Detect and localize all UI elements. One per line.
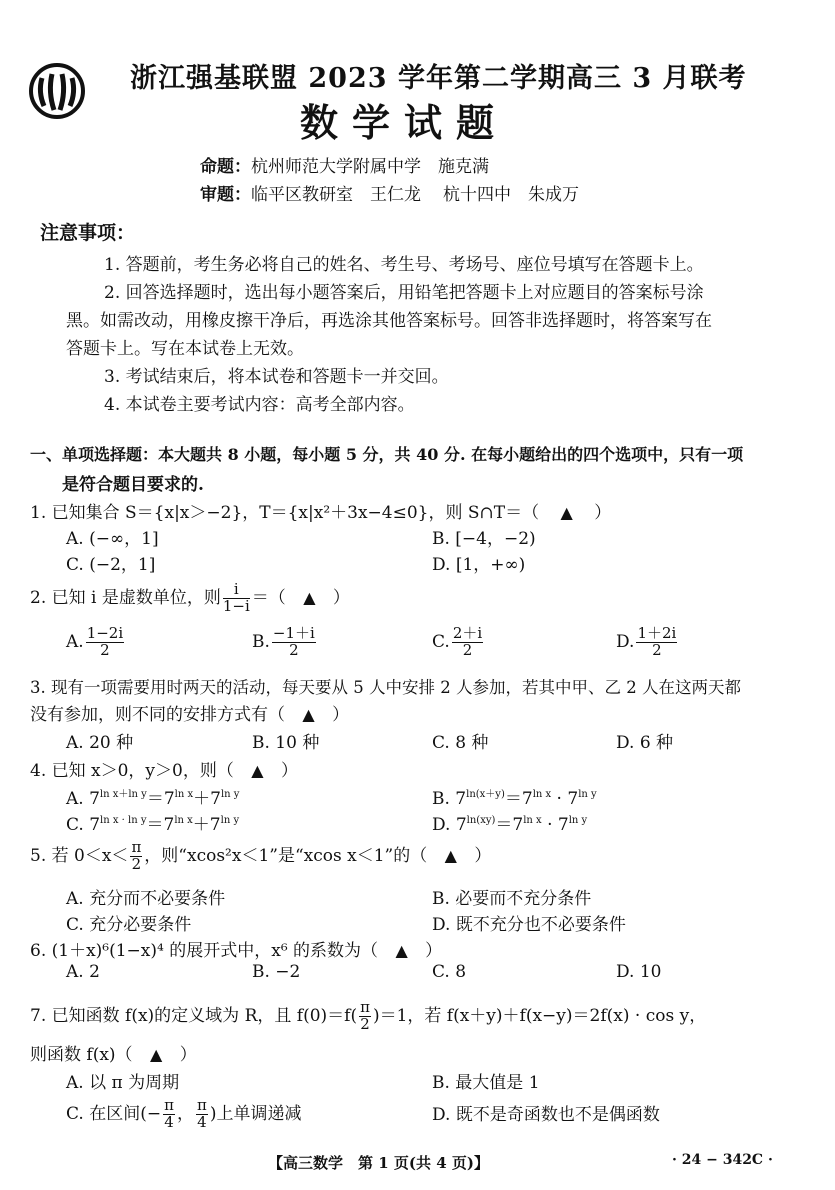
notice-line-1: 1. 答题前，考生务必将自己的姓名、考生号、考场号、座位号填写在答题卡上。 <box>104 255 704 275</box>
q2-a-num: 1−2i <box>86 624 124 642</box>
q5-close: ） <box>474 845 492 866</box>
q4-b-exp1: ln(x＋y) <box>466 789 505 800</box>
q6-option-c: C. 8 <box>432 962 467 982</box>
q4-a-exp2: ln x <box>174 789 194 800</box>
q7-frac-den: 2 <box>360 1014 370 1033</box>
q2-b-den: 2 <box>289 640 299 659</box>
section-heading-line2: 是符合题目要求的. <box>62 475 204 495</box>
notice-line-6: 4. 本试卷主要考试内容：高考全部内容。 <box>104 395 415 415</box>
q3-option-a: A. 20 种 <box>66 733 134 753</box>
reviewer-2: 杭十四中 朱成万 <box>443 185 579 205</box>
league-logo <box>28 62 86 120</box>
q4-d-base: D. 7 <box>432 815 467 835</box>
q2-option-a <box>66 626 126 659</box>
q2-close: ） <box>332 587 350 608</box>
q7-option-a: A. 以 π 为周期 <box>66 1073 180 1093</box>
question-3-line2 <box>30 700 349 725</box>
q4-d-mid: ＝7 <box>495 815 524 835</box>
answer-triangle-icon: ▲ <box>302 705 315 724</box>
answer-triangle-icon: ▲ <box>444 845 457 865</box>
q4-close: ） <box>280 761 298 781</box>
q2-c-den: 2 <box>462 640 473 659</box>
notice-line-5: 3. 考试结束后，将本试卷和答题卡一并交回。 <box>104 367 449 387</box>
notice-line-4: 答题卡上。写在本试卷上无效。 <box>66 339 304 359</box>
q4-a-base: A. 7 <box>66 789 100 809</box>
q4-a-exp1: ln x＋ln y <box>99 789 147 800</box>
q4-d-mid2: · 7 <box>541 815 569 835</box>
q2-frac-den: 1−i <box>222 596 250 615</box>
q6-option-a: A. 2 <box>66 962 100 982</box>
q5-option-c: C. 充分必要条件 <box>66 915 192 935</box>
q2-b-num: −1＋i <box>272 624 315 642</box>
q7-text-a: 7. 已知函数 f(x)的定义域为 R，且 f(0)＝f( <box>30 1005 358 1026</box>
q4-option-d <box>432 810 587 835</box>
q5-option-d: D. 既不充分也不必要条件 <box>432 915 626 935</box>
q4-b-base: B. 7 <box>432 789 467 809</box>
question-2-stem <box>30 582 350 615</box>
q5-frac-num: π <box>131 838 142 856</box>
q7-close: ） <box>179 1045 197 1065</box>
page-footer: 【高三数学 第 1 页(共 4 页)】 <box>268 1154 489 1172</box>
q7-frac-num: π <box>360 998 370 1016</box>
q2-frac-num: i <box>223 582 250 599</box>
q4-text: 4. 已知 x＞0，y＞0，则（ <box>30 761 234 781</box>
q7-c-den2: 4 <box>197 1112 207 1131</box>
q3-option-d: D. 6 种 <box>616 733 674 753</box>
q2-tail: ＝（ <box>251 587 286 608</box>
q2-option-d <box>616 626 679 659</box>
q4-option-b <box>432 784 597 809</box>
q4-b-mid: ＝7 <box>504 789 533 809</box>
q7-option-b: B. 最大值是 1 <box>432 1073 540 1093</box>
q2-option-c <box>432 626 485 659</box>
paper-code: · 24 − 342C · <box>672 1152 773 1168</box>
q1-text: 1. 已知集合 S＝{x|x＞−2}，T＝{x|x²＋3x−4≤0}，则 S∩T＝（ <box>30 503 540 523</box>
q6-option-b: B. −2 <box>252 962 301 982</box>
q4-option-c <box>66 810 239 835</box>
q2-d-num: 1＋2i <box>637 624 677 642</box>
q2-text: 2. 已知 i 是虚数单位，则 <box>30 587 221 608</box>
q4-option-a <box>66 784 239 809</box>
q2-d-den: 2 <box>652 640 662 659</box>
q1-option-a: A. (−∞，1] <box>66 529 159 549</box>
q7-option-d: D. 既不是奇函数也不是偶函数 <box>432 1105 660 1125</box>
q1-option-c: C. (−2，1] <box>66 555 156 575</box>
q3-close: ） <box>332 705 350 725</box>
question-4-stem <box>30 756 298 781</box>
section-heading: 一、单项选择题：本大题共 8 小题，每小题 5 分，共 40 分. 在每小题给出的四个选项中，只有一项 <box>30 445 744 464</box>
q4-b-mid2: · 7 <box>551 789 579 809</box>
q1-option-d: D. [1，+∞) <box>432 555 526 575</box>
q4-c-exp1: ln x · ln y <box>100 815 147 826</box>
question-7-line2 <box>30 1040 197 1065</box>
q3-option-c: C. 8 种 <box>432 733 489 753</box>
question-7-stem <box>30 1000 706 1033</box>
q4-c-base: C. 7 <box>66 815 101 835</box>
q6-option-d: D. 10 <box>616 962 662 982</box>
q5-option-b: B. 必要而不充分条件 <box>432 889 592 909</box>
notice-heading: 注意事项： <box>40 222 136 244</box>
notice-line-3: 黑。如需改动，用橡皮擦干净后，再选涂其他答案标号。回答非选择题时，将答案写在 <box>66 311 712 331</box>
q7-c-text-a: C. 在区间(− <box>66 1103 162 1124</box>
reviewer-line <box>200 180 579 205</box>
answer-triangle-icon: ▲ <box>149 1045 163 1064</box>
question-3-line1: 3. 现有一项需要用时两天的活动，每天要从 5 人中安排 2 人参加，若其中甲、乙 2 人在这两天都 <box>30 678 741 697</box>
subject-title: 数学试题 <box>300 100 509 145</box>
q4-b-exp2: ln x <box>532 789 552 800</box>
reviewer-1: 临平区教研室 王仁龙 <box>251 185 421 205</box>
q4-d-exp2: ln x <box>523 815 542 826</box>
q4-b-exp3: ln y <box>578 789 597 800</box>
q2-c-label: C. <box>432 631 450 652</box>
q5-frac-den: 2 <box>131 854 142 873</box>
question-5-stem <box>30 840 491 873</box>
q1-option-b: B. [−4，−2) <box>432 529 536 549</box>
answer-triangle-icon: ▲ <box>251 761 264 780</box>
q7-text-b: )＝1，若 f(x＋y)＋f(x−y)＝2f(x) · cos y， <box>372 1005 707 1026</box>
q4-a-mid2: ＋7 <box>193 789 221 809</box>
exam-title: 浙江强基联盟 2023 学年第二学期高三 3 月联考 <box>130 63 747 94</box>
q4-c-mid2: ＋7 <box>192 815 221 835</box>
q3-option-b: B. 10 种 <box>252 733 320 753</box>
answer-triangle-icon: ▲ <box>395 941 408 960</box>
q6-text: 6. (1＋x)⁶(1−x)⁴ 的展开式中，x⁶ 的系数为（ <box>30 941 379 961</box>
reviewer-label: 审题： <box>200 185 251 205</box>
q4-c-exp2: ln x <box>174 815 193 826</box>
q2-a-label: A. <box>66 631 84 652</box>
q4-d-exp1: ln(xy) <box>466 815 496 826</box>
q1-close: ） <box>594 503 612 523</box>
q7-c-num2: π <box>196 1096 207 1114</box>
q2-c-num: 2＋i <box>452 624 483 642</box>
q4-c-exp3: ln y <box>220 815 240 826</box>
q7-c-mid: ， <box>176 1103 194 1124</box>
q5-text-b: ，则“xcos²x＜1”是“xcos x＜1”的（ <box>144 845 428 866</box>
q2-a-den: 2 <box>100 640 110 659</box>
q7-option-c <box>66 1098 301 1131</box>
question-1-stem <box>30 498 611 523</box>
notice-line-2: 2. 回答选择题时，选出每小题答案后，用铅笔把答题卡上对应题目的答案标号涂 <box>104 283 704 303</box>
author: 杭州师范大学附属中学 施克满 <box>251 157 489 177</box>
q7-c-text-b: )上单调递减 <box>209 1103 302 1124</box>
q2-b-label: B. <box>252 631 270 652</box>
q4-a-mid: ＝7 <box>146 789 175 809</box>
q4-c-mid: ＝7 <box>146 815 175 835</box>
author-label: 命题： <box>200 157 251 177</box>
author-line <box>200 152 489 177</box>
q2-option-b <box>252 626 318 659</box>
q5-text-a: 5. 若 0＜x＜ <box>30 845 129 866</box>
q5-option-a: A. 充分而不必要条件 <box>66 889 226 909</box>
question-6-stem <box>30 936 442 961</box>
q4-d-exp3: ln y <box>568 815 588 826</box>
q4-a-exp3: ln y <box>220 789 240 800</box>
q6-close: ） <box>425 941 443 961</box>
answer-triangle-icon: ▲ <box>560 503 573 522</box>
q7-c-den1: 4 <box>164 1112 174 1131</box>
q2-d-label: D. <box>616 631 635 652</box>
answer-triangle-icon: ▲ <box>303 587 316 607</box>
q2-fraction <box>223 582 250 615</box>
q7-c-num1: π <box>164 1096 174 1114</box>
q3-text: 没有参加，则不同的安排方式有（ <box>30 705 285 725</box>
q7-text-line2: 则函数 f(x)（ <box>30 1045 133 1065</box>
